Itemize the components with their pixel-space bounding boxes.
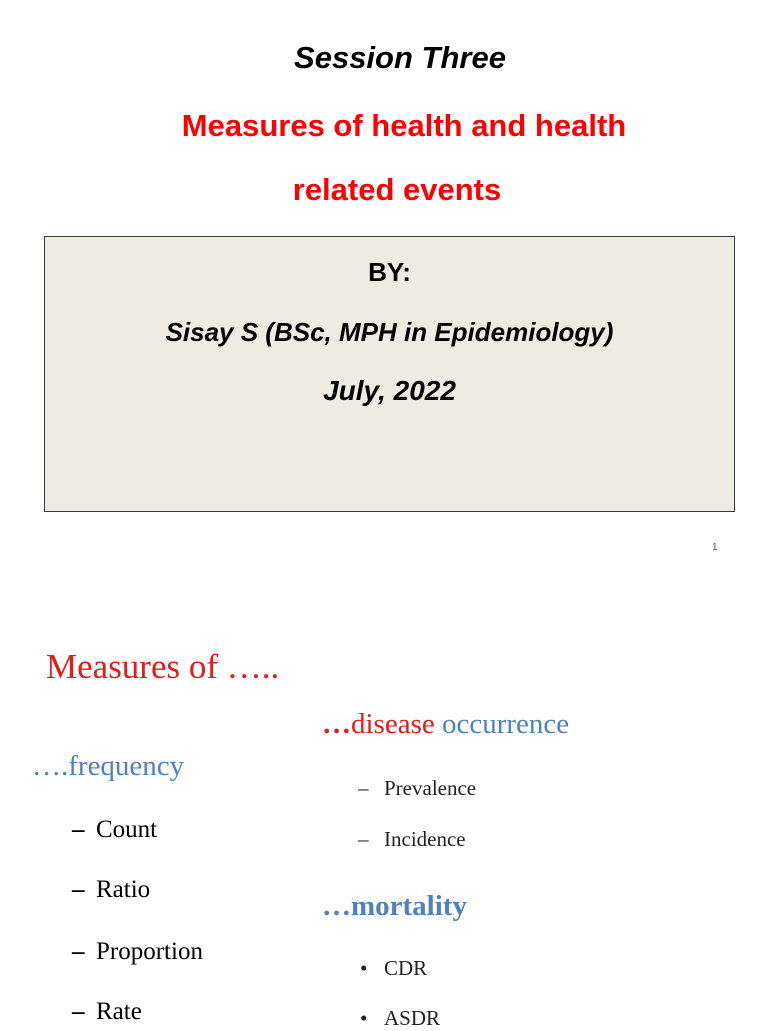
dash-marker: – xyxy=(358,776,369,800)
dash-marker: – xyxy=(358,827,369,851)
frequency-item-rate xyxy=(72,998,142,1026)
occurrence-word: occurrence xyxy=(442,708,570,740)
slide-title-line-2: related events xyxy=(292,172,502,207)
frequency-item-label: Proportion xyxy=(96,938,203,965)
session-title: Session Three xyxy=(294,40,506,75)
mortality-item-cdr xyxy=(356,956,427,981)
frequency-item-proportion xyxy=(72,938,203,966)
presentation-date: July, 2022 xyxy=(323,375,456,406)
dash-marker: – xyxy=(72,938,85,965)
bullet-marker: • xyxy=(360,1006,368,1030)
occurrence-item-incidence xyxy=(358,827,466,852)
mortality-heading: …mortality xyxy=(322,890,467,922)
author-name: Sisay S (BSc, MPH in Epidemiology) xyxy=(165,317,614,347)
dash-marker: – xyxy=(72,998,85,1025)
disease-occurrence-heading xyxy=(322,708,569,741)
frequency-item-label: Ratio xyxy=(96,876,151,903)
by-label: BY: xyxy=(368,257,411,287)
frequency-item-label: Count xyxy=(96,816,158,843)
dash-marker: – xyxy=(72,816,85,843)
dash-marker: – xyxy=(72,876,85,903)
frequency-item-ratio xyxy=(72,876,150,904)
frequency-item-label: Rate xyxy=(96,998,142,1025)
occurrence-item-prevalence xyxy=(358,776,476,801)
mortality-item-label: ASDR xyxy=(384,1006,441,1030)
occurrence-item-label: Prevalence xyxy=(384,776,477,800)
bullet-marker: • xyxy=(360,956,368,980)
slide-number: 1 xyxy=(712,542,718,553)
mortality-item-label: CDR xyxy=(384,956,428,980)
author-box xyxy=(44,236,735,512)
slide2-heading: Measures of ….. xyxy=(46,647,280,686)
frequency-heading: ….frequency xyxy=(32,750,185,782)
ellipsis-prefix: … xyxy=(322,708,351,740)
disease-word: disease xyxy=(351,708,435,740)
occurrence-item-label: Incidence xyxy=(384,827,466,851)
mortality-item-asdr xyxy=(356,1006,440,1031)
frequency-item-count xyxy=(72,816,157,844)
slide-title-line-1: Measures of health and health xyxy=(181,108,627,143)
